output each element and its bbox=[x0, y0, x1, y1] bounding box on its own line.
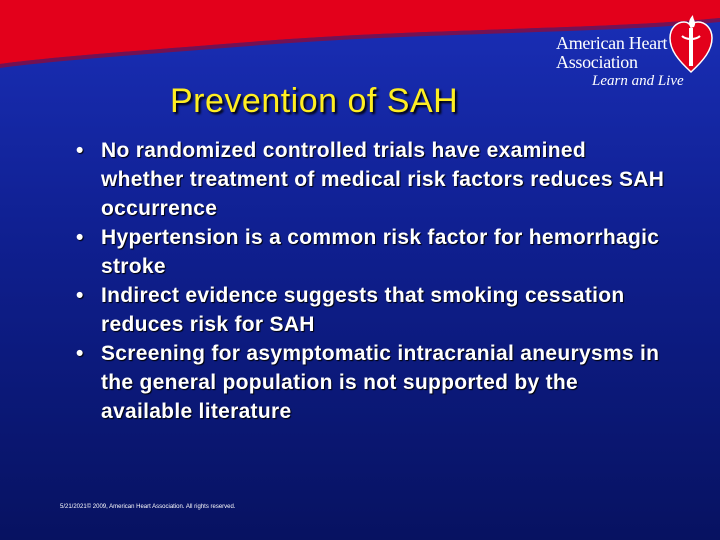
bullet-icon: • bbox=[76, 226, 84, 249]
bullet-icon: • bbox=[76, 284, 84, 307]
logo-text-line1: American Heart bbox=[556, 33, 668, 53]
bullet-item bbox=[72, 339, 672, 426]
logo-tagline: Learn and Live bbox=[592, 73, 684, 89]
logo-text-line2: Association bbox=[556, 52, 638, 72]
bullet-icon: • bbox=[76, 342, 84, 365]
bullet-text: No randomized controlled trials have examined whether treatment of medical risk factors reduces SAH occurrence bbox=[101, 139, 665, 220]
bullet-icon: • bbox=[76, 139, 84, 162]
slide-title: Prevention of SAH bbox=[170, 82, 459, 120]
bullet-text: Hypertension is a common risk factor for hemorrhagic stroke bbox=[101, 226, 660, 278]
bullet-item bbox=[72, 281, 672, 339]
bullet-item bbox=[72, 136, 672, 223]
bullet-list bbox=[72, 136, 672, 426]
bullet-text: Indirect evidence suggests that smoking cessation reduces risk for SAH bbox=[101, 284, 625, 336]
bullet-text: Screening for asymptomatic intracranial aneurysms in the general population is not supported by the available literature bbox=[101, 342, 660, 423]
heart-torch-icon bbox=[668, 14, 714, 76]
bullet-item bbox=[72, 223, 672, 281]
aha-logo bbox=[548, 14, 716, 94]
footer-copyright: 5/21/2021© 2009, American Heart Association. All rights reserved. bbox=[60, 504, 236, 510]
